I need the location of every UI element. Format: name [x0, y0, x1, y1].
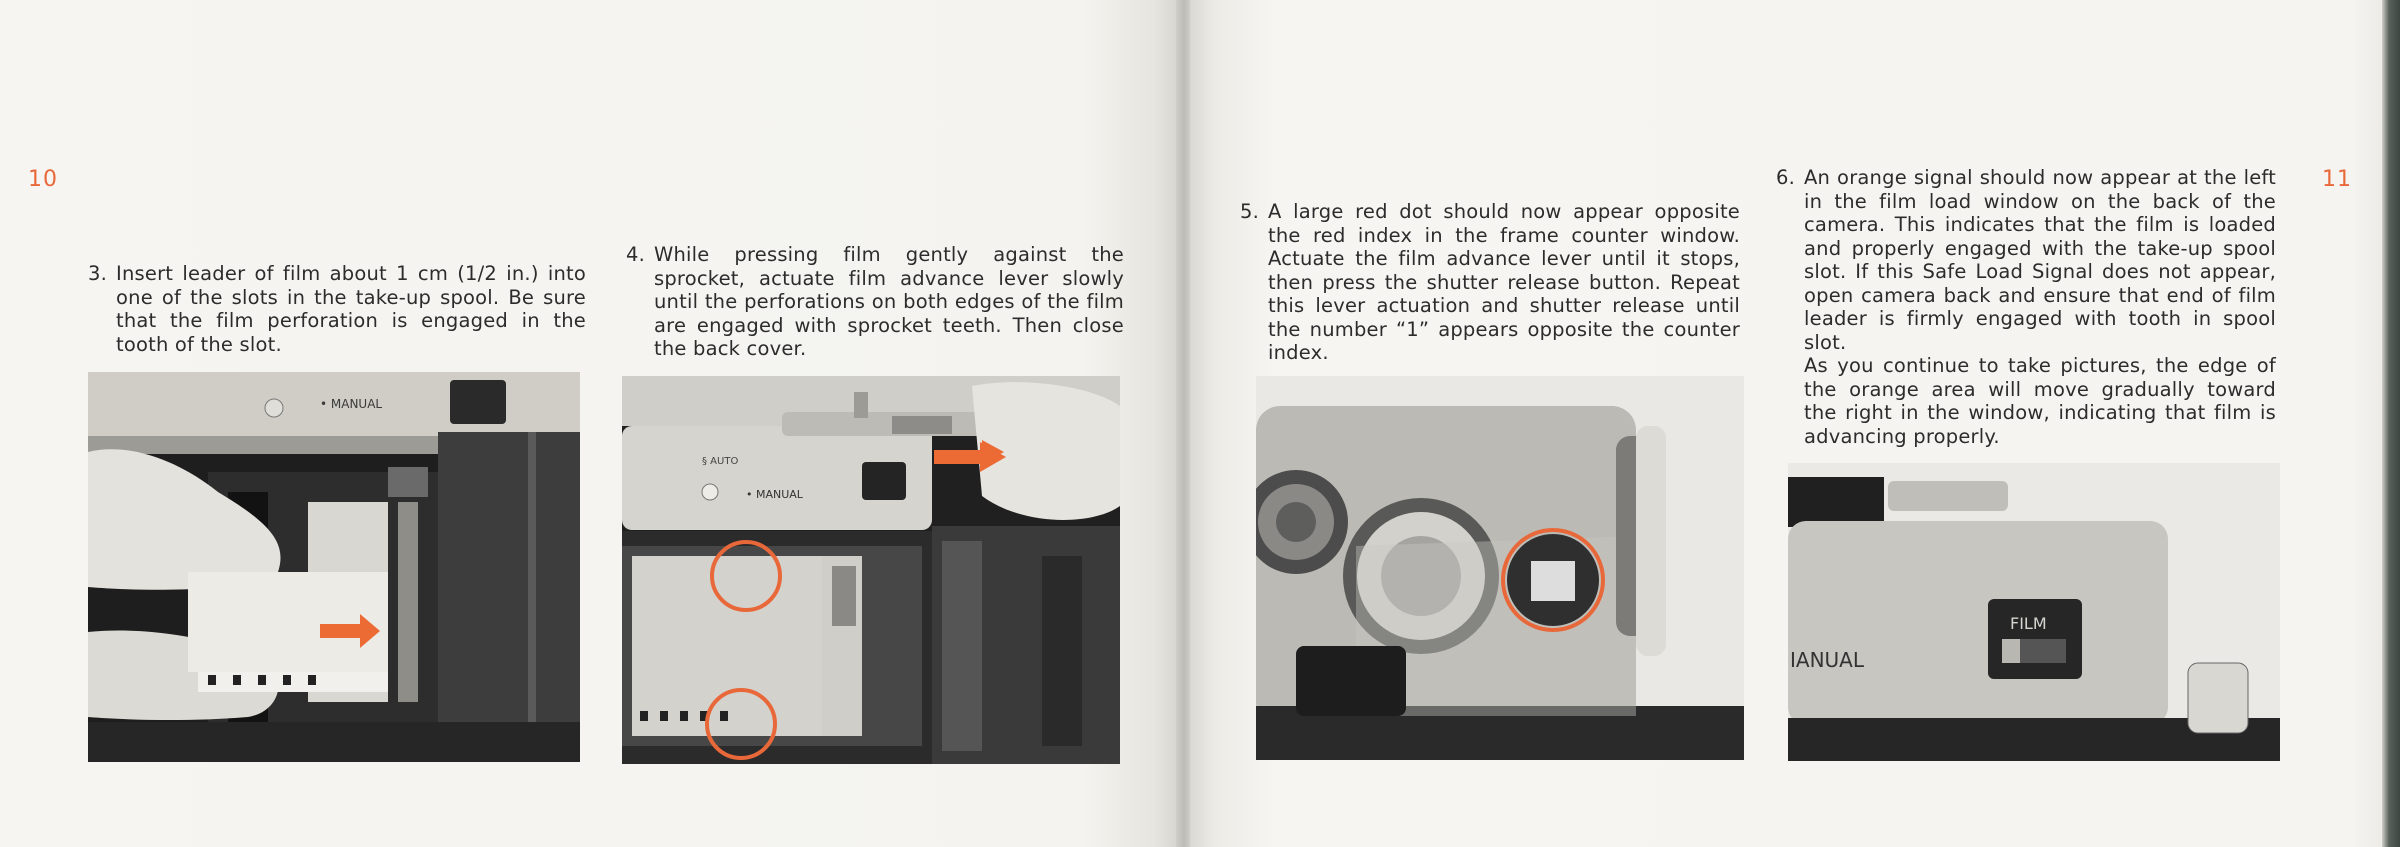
step-number: 6. [1776, 166, 1796, 189]
step-text: While pressing film gently against the sprocket, actuate film advance lever slowly until the perforations on both edges of the film are engaged with sprocket teeth. Then close the back cover. [654, 243, 1124, 360]
step-6 [1776, 166, 2276, 448]
photo-label-manual: • MANUAL [320, 397, 383, 411]
photo-label-manual-3: IANUAL [1790, 648, 1865, 672]
step-text: An orange signal should now appear at the left in the film load window on the back of the camera. This indicates that the film is loaded and properly engaged with the take-up spool slot. If this Safe Load Signal does not appear, open camera back and ensure that end of film leader is firmly engaged with tooth in spool slot. [1804, 166, 2276, 354]
step-text-continued: As you continue to take pictures, the edge of the orange area will move gradually toward the right in the window, indicating that film is advancing properly. [1804, 354, 2276, 448]
photo-label-auto: § AUTO [702, 456, 739, 467]
photo-frame-counter [1256, 376, 1744, 760]
photo-label-film: FILM [2010, 614, 2047, 633]
step-text: A large red dot should now appear opposite the red index in the frame counter window. Actuate the film advance lever until it stops, then press the shutter release button. Repeat this lever actuation and shutter release until the number “1” appears opposite the counter index. [1268, 200, 1740, 364]
photo-sprocket [622, 376, 1120, 764]
step-4 [626, 243, 1124, 361]
step-number: 4. [626, 243, 646, 266]
page-number-right: 11 [2322, 167, 2352, 192]
photo-safe-load-signal [1788, 463, 2280, 761]
step-text: Insert leader of film about 1 cm (1/2 in.) into one of the slots in the take-up spool. Be sure that the film perforation is engaged in the tooth of the slot. [116, 262, 586, 356]
step-3 [88, 262, 586, 356]
page-number-left: 10 [28, 167, 58, 192]
step-5 [1240, 200, 1740, 365]
step-number: 5. [1240, 200, 1260, 223]
photo-label-manual-2: • MANUAL [746, 488, 803, 501]
page-edge [2382, 0, 2400, 847]
step-number: 3. [88, 262, 108, 285]
photo-insert-leader [88, 372, 580, 762]
